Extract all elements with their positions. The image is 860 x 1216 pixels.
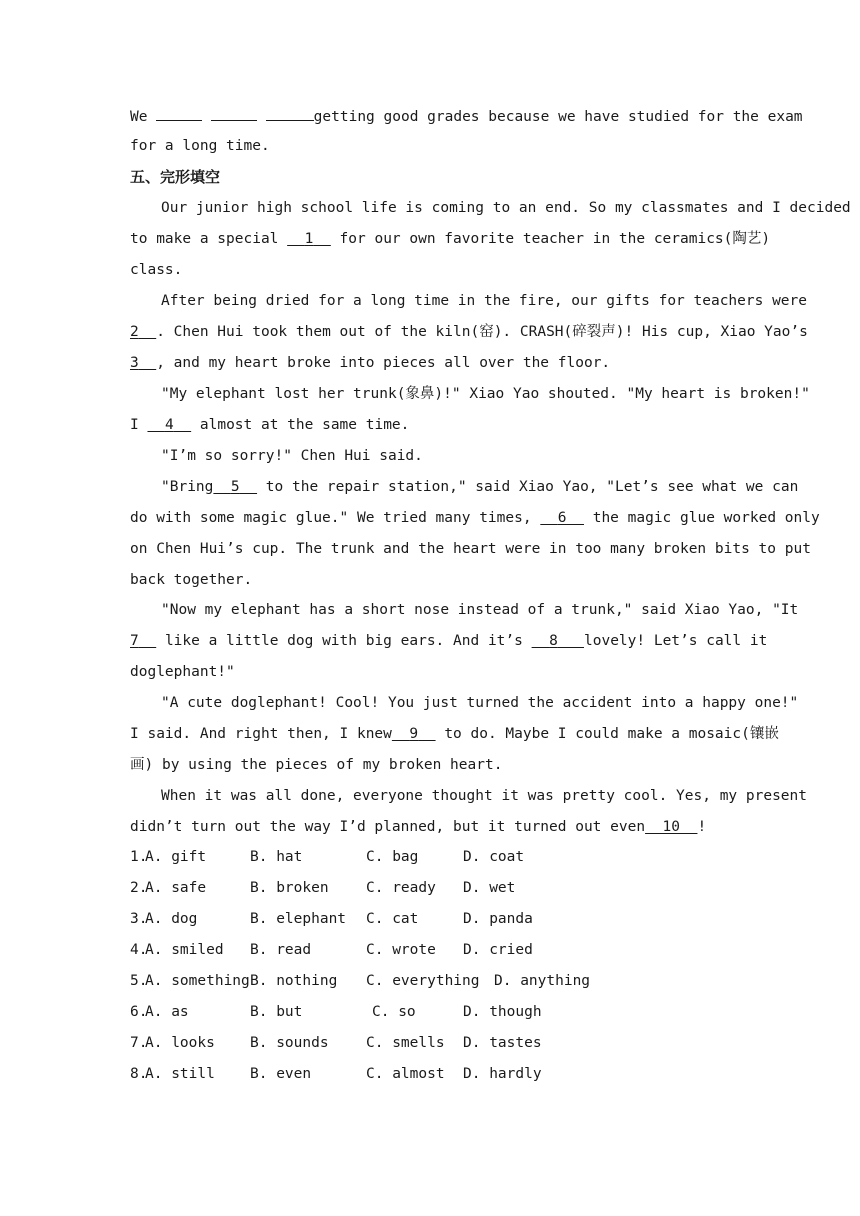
passage-line bbox=[161, 477, 799, 497]
sentence-start: We bbox=[130, 109, 148, 125]
blank-number: 6 bbox=[557, 510, 567, 526]
option-d: D. cried bbox=[463, 942, 533, 958]
blank-number: 10 bbox=[662, 819, 680, 835]
option-b: B. elephant bbox=[250, 911, 347, 927]
passage-text: I bbox=[130, 417, 139, 433]
previous-exercise-line bbox=[130, 105, 803, 127]
blank-number: 2 bbox=[130, 324, 139, 340]
blank-number: 5 bbox=[230, 479, 240, 495]
passage-text: , and my heart broke into pieces all over the floor. bbox=[156, 355, 611, 371]
passage-text: do with some magic glue." We tried many times, bbox=[130, 510, 532, 526]
option-a: A. safe bbox=[145, 880, 207, 896]
passage-line bbox=[130, 508, 820, 528]
option-a: A. looks bbox=[145, 1035, 215, 1051]
passage-text: to do. Maybe I could make a mosaic(镶嵌 bbox=[444, 726, 779, 742]
passage-text: lovely! Let’s call it bbox=[584, 633, 768, 649]
option-b: B. broken bbox=[250, 880, 329, 896]
option-c: C. ready bbox=[366, 880, 436, 896]
option-d: D. tastes bbox=[463, 1035, 542, 1051]
option-d: D. hardly bbox=[463, 1066, 542, 1082]
option-b: B. read bbox=[250, 942, 312, 958]
option-c: C. bag bbox=[366, 849, 419, 865]
passage-line: "My elephant lost her trunk(象鼻)!" Xiao Yao shouted. "My heart is broken!" bbox=[161, 386, 810, 402]
passage-line bbox=[130, 229, 771, 249]
passage-line: back together. bbox=[130, 572, 253, 588]
answer-blank bbox=[266, 105, 314, 121]
passage-text: like a little dog with big ears. And it’s bbox=[164, 633, 523, 649]
passage-line: "A cute doglephant! Cool! You just turned the accident into a happy one!" bbox=[161, 695, 799, 711]
passage-line bbox=[130, 415, 730, 435]
option-d: D. anything bbox=[494, 973, 591, 989]
passage-text: didn’t turn out the way I’d planned, but it turned out even bbox=[130, 819, 646, 835]
blank-number: 9 bbox=[409, 726, 419, 742]
option-b: B. sounds bbox=[250, 1035, 329, 1051]
option-d: D. though bbox=[463, 1004, 542, 1020]
passage-line: doglephant!" bbox=[130, 664, 235, 680]
question-number: 4. bbox=[130, 942, 148, 958]
blank-number: 1 bbox=[304, 231, 314, 247]
option-b: B. hat bbox=[250, 849, 303, 865]
passage-line: on Chen Hui’s cup. The trunk and the heart were in too many broken bits to put bbox=[130, 541, 811, 557]
passage-line bbox=[130, 817, 730, 837]
blank-number: 7 bbox=[130, 633, 139, 649]
question-number: 5. bbox=[130, 973, 148, 989]
passage-text: ! bbox=[697, 819, 707, 835]
question-number: 7. bbox=[130, 1035, 148, 1051]
passage-line bbox=[130, 631, 768, 651]
passage-line: "Now my elephant has a short nose instead of a trunk," said Xiao Yao, "It bbox=[161, 602, 799, 618]
option-c: C. so bbox=[372, 1004, 416, 1020]
question-number: 1. bbox=[130, 849, 148, 865]
passage-line: "I’m so sorry!" Chen Hui said. bbox=[161, 448, 423, 464]
answer-blank bbox=[156, 105, 202, 121]
sentence-end: getting good grades because we have studied for the exam bbox=[313, 109, 803, 125]
option-a: A. smiled bbox=[145, 942, 224, 958]
option-c: C. almost bbox=[366, 1066, 445, 1082]
option-c: C. cat bbox=[366, 911, 419, 927]
passage-text: "Bring bbox=[161, 479, 214, 495]
blank-number: 4 bbox=[164, 417, 174, 433]
passage-text: to make a special bbox=[130, 231, 279, 247]
passage-text: the magic glue worked only bbox=[592, 510, 820, 526]
question-number: 8. bbox=[130, 1066, 148, 1082]
option-a: A. still bbox=[145, 1066, 215, 1082]
answer-blank bbox=[211, 105, 257, 121]
passage-text: for our own favorite teacher in the ceramics(陶艺) bbox=[339, 231, 771, 247]
blank-number: 8 bbox=[549, 633, 558, 649]
question-number: 6. bbox=[130, 1004, 148, 1020]
option-d: D. panda bbox=[463, 911, 533, 927]
passage-line: class. bbox=[130, 262, 183, 278]
question-number: 3. bbox=[130, 911, 148, 927]
option-b: B. nothing bbox=[250, 973, 338, 989]
option-c: C. wrote bbox=[366, 942, 436, 958]
passage-line: 画) by using the pieces of my broken heart. bbox=[130, 757, 503, 773]
option-b: B. but bbox=[250, 1004, 303, 1020]
passage-text: almost at the same time. bbox=[199, 417, 410, 433]
passage-line: Our junior high school life is coming to an end. So my classmates and I decided bbox=[161, 200, 851, 216]
passage-line: When it was all done, everyone thought it was pretty cool. Yes, my present bbox=[161, 788, 808, 804]
option-a: A. something bbox=[145, 973, 250, 989]
passage-line bbox=[130, 353, 730, 373]
passage-line bbox=[130, 724, 779, 744]
option-a: A. as bbox=[145, 1004, 189, 1020]
option-c: C. smells bbox=[366, 1035, 445, 1051]
previous-exercise-line: for a long time. bbox=[130, 138, 270, 154]
passage-line bbox=[130, 322, 808, 342]
option-b: B. even bbox=[250, 1066, 312, 1082]
passage-line: After being dried for a long time in the fire, our gifts for teachers were bbox=[161, 293, 808, 309]
passage-text: I said. And right then, I knew bbox=[130, 726, 392, 742]
option-d: D. coat bbox=[463, 849, 525, 865]
passage-text: . Chen Hui took them out of the kiln(窑). CRASH(碎裂声)! His cup, Xiao Yao’s bbox=[156, 324, 808, 340]
option-a: A. gift bbox=[145, 849, 207, 865]
option-c: C. everything bbox=[366, 973, 480, 989]
option-d: D. wet bbox=[463, 880, 516, 896]
option-a: A. dog bbox=[145, 911, 198, 927]
section-title: 五、完形填空 bbox=[130, 168, 221, 186]
blank-number: 3 bbox=[130, 355, 139, 371]
question-number: 2. bbox=[130, 880, 148, 896]
passage-text: to the repair station," said Xiao Yao, "Let’s see what we can bbox=[265, 479, 799, 495]
